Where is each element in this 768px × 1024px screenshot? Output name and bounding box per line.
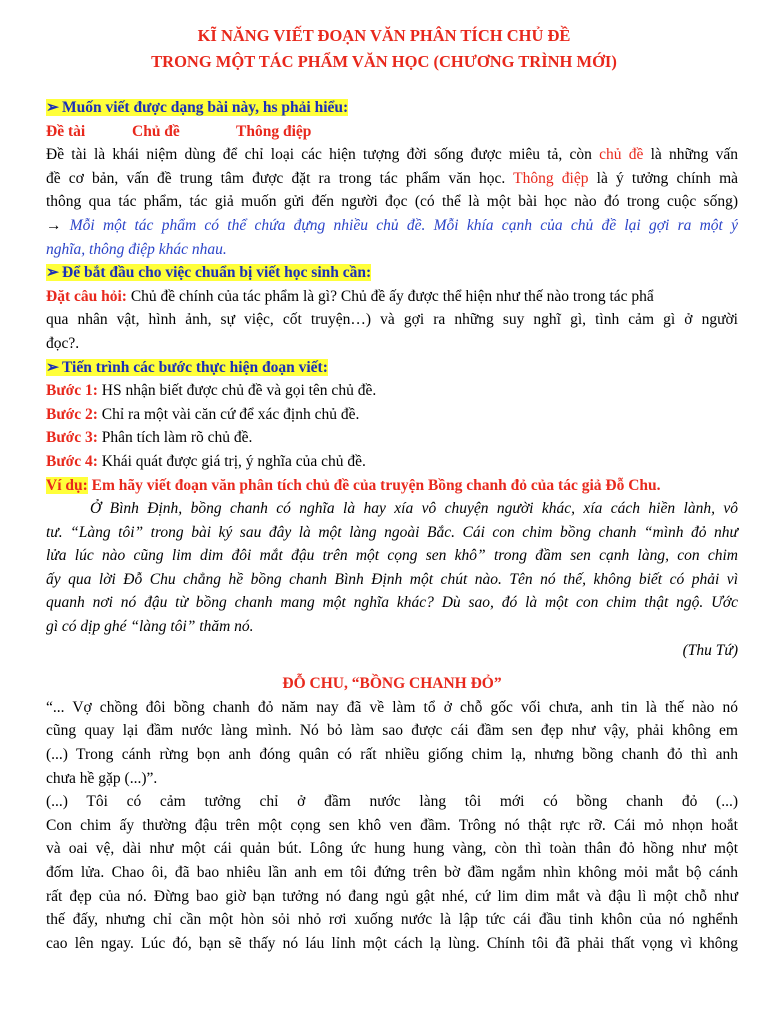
step-text: HS nhận biết được chủ đề và gọi tên chủ đề.: [97, 382, 377, 400]
story-title: ĐỖ CHU, “BỒNG CHANH ĐỎ”: [282, 675, 502, 693]
section2-line-2: qua nhân vật, hình ảnh, sự việc, cốt truyện…) và gợi ra những suy nghĩ gì, tình cảm gì ở người: [46, 311, 738, 329]
document-title-line-2: TRONG MỘT TÁC PHẨM VĂN HỌC (CHƯƠNG TRÌNH MỚI): [151, 52, 617, 71]
step-3: [46, 426, 738, 450]
section1-heading: [46, 96, 738, 120]
question-text: Chủ đề chính của tác phẩm là gì? Chủ đề ấy được thể hiện như thế nào trong tác phẩ: [126, 287, 654, 305]
step-label: Bước 1:: [46, 382, 98, 400]
document-title-line-1: KĨ NĂNG VIẾT ĐOẠN VĂN PHÂN TÍCH CHỦ ĐỀ: [197, 26, 571, 45]
definition-red-term: chủ đề: [599, 146, 644, 164]
term-chu-de: Chủ đề: [132, 122, 180, 140]
section3-heading: [46, 356, 738, 380]
story-line-10: thế đấy, nhưng chỉ cần một hòn sỏi nhỏ rơi xuống nước là lập tức cái đầu tinh khôn của nó nghểnh: [46, 911, 738, 929]
step-text: Khái quát được giá trị, ý nghĩa của chủ đề.: [97, 452, 366, 470]
spacer: [46, 662, 738, 672]
bullet-arrow-icon: ➢: [46, 264, 59, 282]
section1-heading-highlight: [46, 99, 348, 116]
definition-text: Đề tài là khái niệm dùng để chỉ loại các hiện tượng đời sống được miêu tả, còn: [46, 146, 600, 164]
story-line-8: đốm lửa. Chao ôi, đã bao nhiêu lần anh em tôi đứng trên bờ đầm ngắm nhìn không mỏi mắt bộ cánh: [46, 864, 738, 881]
definition-red-term: Thông điệp: [513, 169, 589, 187]
step-1: [46, 379, 738, 403]
note-italic: nghĩa, thông điệp khác nhau.: [46, 240, 227, 258]
story-line-3: (...) Trong cánh rừng bọn anh đóng quân có rất nhiều giống chim lạ, nhưng bồng chanh đỏ thì anh: [46, 746, 738, 764]
bullet-arrow-icon: ➢: [46, 358, 59, 376]
example-author: (Thu Tứ): [682, 641, 738, 659]
section2-heading: [46, 261, 738, 285]
definition-text: là ý tưởng chính mà: [588, 169, 739, 187]
terms-row: [46, 120, 738, 144]
step-2: [46, 403, 738, 427]
definition-line-3: thông qua tác phẩm, tác giả muốn gửi đến người đọc (có thể là một bài học nào đó trong cuộc sống): [46, 193, 738, 211]
definition-line-5: [46, 238, 738, 262]
story-line-1: “... Vợ chồng đôi bồng chanh đỏ năm nay đã về làm tổ ở chỗ gốc vối chưa, anh tin là thế nào nó: [46, 698, 738, 716]
definition-line-1: [46, 143, 738, 167]
definition-text: đề cơ bản, vấn đề trung tâm được đặt ra trong tác phẩm văn học.: [46, 169, 514, 187]
example-line-1: Ở Bình Định, bồng chanh có nghĩa là hay xía vô chuyện người khác, xía cách hiền lành, vô: [90, 500, 738, 518]
definition-line-4: [46, 214, 738, 238]
story-line-5: (...) Tôi có cảm tưởng chỉ ở đầm nước làng tôi mới có bồng chanh đỏ (...): [46, 793, 738, 811]
story-line-9: rất đẹp của nó. Đừng bao giờ bạn tưởng nó đang ngủ gật nhé, cứ lim dim mắt và đậu lì một chỗ như: [46, 887, 738, 905]
step-4: [46, 450, 738, 474]
section2-line-1: [46, 285, 738, 309]
example-line-6: gì có dịp ghé “làng tôi” thăm nó.: [46, 618, 254, 636]
story-line-11: cao lên ngay. Lúc đó, bạn sẽ thấy nó láu lỉnh một cách lạ lùng. Chính tôi đã phải thất vọng vì không: [46, 934, 738, 952]
document-body: [46, 96, 738, 955]
example-line-2: tư. “Làng tôi” trong bài ký sau đây là một làng ngoài Bắc. Cái con chim bồng chanh “mình đỏ như: [46, 523, 738, 541]
section1-heading-text: Muốn viết được dạng bài này, hs phải hiểu:: [62, 99, 349, 116]
example-line-3: lửa lúc nào cũng lim dim đôi mắt đậu trên một cọng sen khô” trong đầm sen cạnh làng, con chim: [46, 547, 738, 565]
section3-heading-text: Tiến trình các bước thực hiện đoạn viết:: [62, 358, 328, 376]
example-line-5: quanh nơi nó đậu từ bồng chanh mang một nghĩa khác? Dù sao, đó là một con chim thật ngộ. Ước: [46, 594, 738, 612]
right-arrow-icon: →: [46, 216, 70, 234]
section2-heading-highlight: [46, 264, 371, 281]
bullet-arrow-icon: ➢: [46, 99, 59, 116]
step-text: Phân tích làm rõ chủ đề.: [97, 429, 253, 447]
section2-heading-text: Để bắt đầu cho việc chuẩn bị viết học sinh cần:: [62, 264, 372, 282]
note-italic: Mỗi một tác phẩm có thể chứa đựng nhiều chủ đề. Mỗi khía cạnh của chủ đề lại gợi ra một ý: [69, 216, 739, 234]
section3-heading-highlight: [46, 359, 328, 376]
term-thong-diep: Thông điệp: [236, 122, 312, 140]
step-text: Chỉ ra một vài căn cứ để xác định chủ đề.: [97, 405, 360, 423]
story-line-7: và oai vệ, dài như một cái quản bút. Lông ức hung hung vàng, còn thì toàn thân đỏ hồng như một: [46, 840, 738, 858]
definition-text: là những vấn: [643, 146, 739, 164]
story-line-2: cũng quay lại đầm nước làng mình. Nó bỏ làm sao được cái đầm sen đẹp như vậy, phải không em: [46, 722, 738, 740]
section2-line-3: đọc?.: [46, 334, 80, 352]
step-label: Bước 4:: [46, 452, 98, 470]
example-prompt: [46, 474, 738, 498]
step-label: Bước 2:: [46, 405, 98, 423]
question-label: Đặt câu hỏi:: [46, 287, 127, 305]
example-prompt-text: Em hãy viết đoạn văn phân tích chủ đề của truyện Bồng chanh đỏ của tác giả Đỗ Chu.: [87, 476, 661, 494]
example-line-4: ấy qua lời Đỗ Chu chẳng hề bồng chanh Bình Định một chút nào. Tên nó thế, không biết có phải vì: [46, 570, 738, 588]
example-label: Ví dụ:: [46, 476, 88, 494]
story-line-4: chưa hề gặp (...)”.: [46, 769, 158, 787]
step-label: Bước 3:: [46, 429, 98, 447]
term-de-tai: Đề tài: [46, 122, 86, 140]
story-line-6: Con chim ấy thường đậu trên một cọng sen khô ven đầm. Trông nó thật rực rỡ. Cái mỏ nhọn hoắt: [46, 816, 738, 834]
definition-line-2: [46, 167, 738, 191]
